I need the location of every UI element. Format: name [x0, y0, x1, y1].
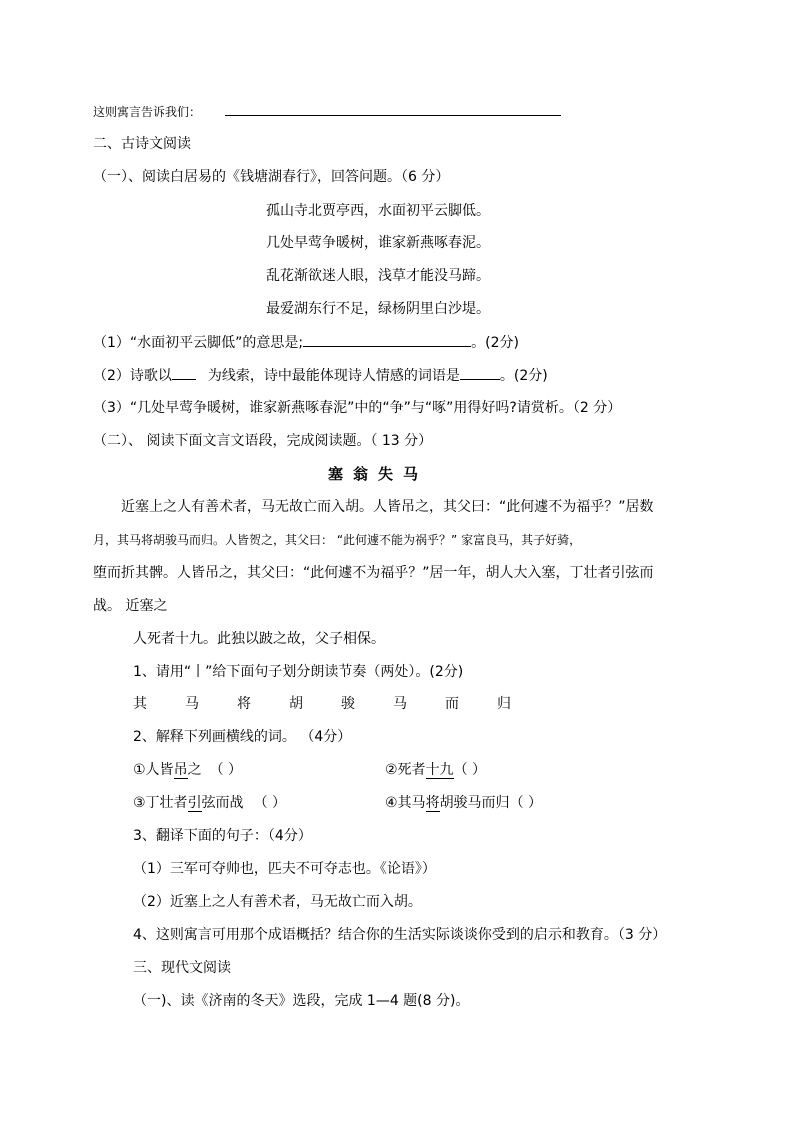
vocab-question: 2、解释下列画横线的词。 （4分）: [133, 729, 352, 745]
rhythm-sentence: [133, 694, 549, 714]
poem-q2-part-b: 为线索，诗中最能体现诗人情感的词语是: [207, 368, 460, 384]
rhythm-char[interactable]: 归: [497, 696, 511, 712]
poem-line-1: 孤山寺北贾亭西，水面初平云脚低。: [266, 203, 490, 219]
passage-line-1: 近塞上之人有善术者，马无故亡而入胡。人皆吊之，其父曰：“此何遽不为福乎？”居数: [121, 499, 654, 515]
vocab-item-2: ②死者十九（ ）: [385, 762, 487, 778]
poem-q2-blank-1[interactable]: [172, 365, 196, 380]
rhythm-question: 1、请用“丨”给下面句子划分朗读节奏（两处）。(2分): [133, 664, 464, 680]
poem-question-3: （3）“几处早莺争暖树，谁家新燕啄春泥”中的“争”与“啄”用得好吗?请赏析。（2 分）: [93, 400, 622, 416]
rhythm-char[interactable]: 而: [445, 696, 459, 712]
part1-intro: （一）、阅读白居易的《钱塘湖春行》，回答问题。（6 分）: [93, 169, 450, 185]
moral-answer-blank[interactable]: [225, 101, 561, 116]
poem-q2-part-c: 。(2分): [499, 368, 548, 384]
vocab-word: 引: [187, 795, 202, 811]
poem-line-2: 几处早莺争暖树，谁家新燕啄春泥。: [266, 235, 490, 251]
translate-question: 3、翻译下面的句子：（4分）: [133, 828, 312, 844]
section2-heading: 二、古诗文阅读: [93, 136, 191, 152]
poem-q2-part-a: （2）诗歌以: [93, 368, 172, 384]
poem-q1-suffix: 。(2分): [471, 335, 519, 351]
rhythm-char[interactable]: 胡: [289, 696, 303, 712]
vocab-item-3: ③丁壮者引弦而战 （ ）: [133, 795, 287, 811]
vocab-item-4: ④其马将胡骏马而归（ ）: [385, 795, 543, 811]
passage-line-4: 战。 近塞之: [93, 598, 168, 614]
poem-q1-blank[interactable]: [303, 332, 471, 347]
poem-q2-blank-2[interactable]: [460, 365, 500, 380]
rhythm-char[interactable]: 马: [393, 696, 407, 712]
vocab-answer-slot[interactable]: （ ）: [253, 795, 287, 811]
idiom-question: 4、这则寓言可用那个成语概括？结合你的生活实际谈谈你受到的启示和教育。（3 分）: [133, 927, 667, 943]
moral-prompt: [93, 101, 561, 122]
poem-question-2: [93, 365, 548, 386]
vocab-answer-slot[interactable]: （ ）: [209, 762, 243, 778]
vocab-word: 吊: [173, 762, 188, 778]
vocab-item-1: ①人皆吊之 （ ）: [133, 762, 243, 778]
translate-item-1: （1）三军可夺帅也，匹夫不可夺志也。《论语》）: [133, 861, 436, 877]
vocab-word: 将: [425, 795, 440, 811]
rhythm-char[interactable]: 骏: [341, 696, 355, 712]
poem-q1-prefix: （1）“水面初平云脚低”的意思是;: [93, 335, 304, 351]
vocab-answer-slot[interactable]: （ ）: [453, 762, 487, 778]
passage-line-3: 堕而折其髀。人皆吊之，其父曰：“此何遽不为福乎？”居一年，胡人大入塞，丁壮者引弦而: [93, 565, 654, 581]
rhythm-char[interactable]: 将: [237, 696, 251, 712]
passage-line-2: 月，其马将胡骏马而归。人皆贺之，其父曰： “此何遽不能为祸乎？” 家富良马，其子好骑，: [93, 533, 582, 547]
vocab-word: 十九: [425, 762, 454, 778]
vocab-answer-slot[interactable]: （ ）: [509, 795, 543, 811]
translate-item-2: （2）近塞上之人有善术者，马无故亡而入胡。: [133, 894, 422, 910]
poem-question-1: [93, 332, 519, 353]
rhythm-char[interactable]: 其: [133, 696, 147, 712]
poem-line-3: 乱花渐欲迷人眼，浅草才能没马蹄。: [266, 268, 490, 284]
part2-intro: （二）、 阅读下面文言文语段，完成阅读题。（ 13 分）: [93, 433, 433, 449]
section3-heading: 三、现代文阅读: [133, 960, 231, 976]
passage-title: 塞翁失马: [328, 465, 429, 483]
poem-line-4: 最爱湖东行不足，绿杨阴里白沙堤。: [266, 301, 490, 317]
passage-line-5: 人死者十九。此独以跛之故，父子相保。: [133, 631, 385, 647]
section3-part1-intro: （一)、读《济南的冬天》选段，完成 1—4 题(8 分)。: [133, 993, 470, 1009]
moral-label: 这则寓言告诉我们：: [93, 105, 202, 119]
rhythm-char[interactable]: 马: [185, 696, 199, 712]
